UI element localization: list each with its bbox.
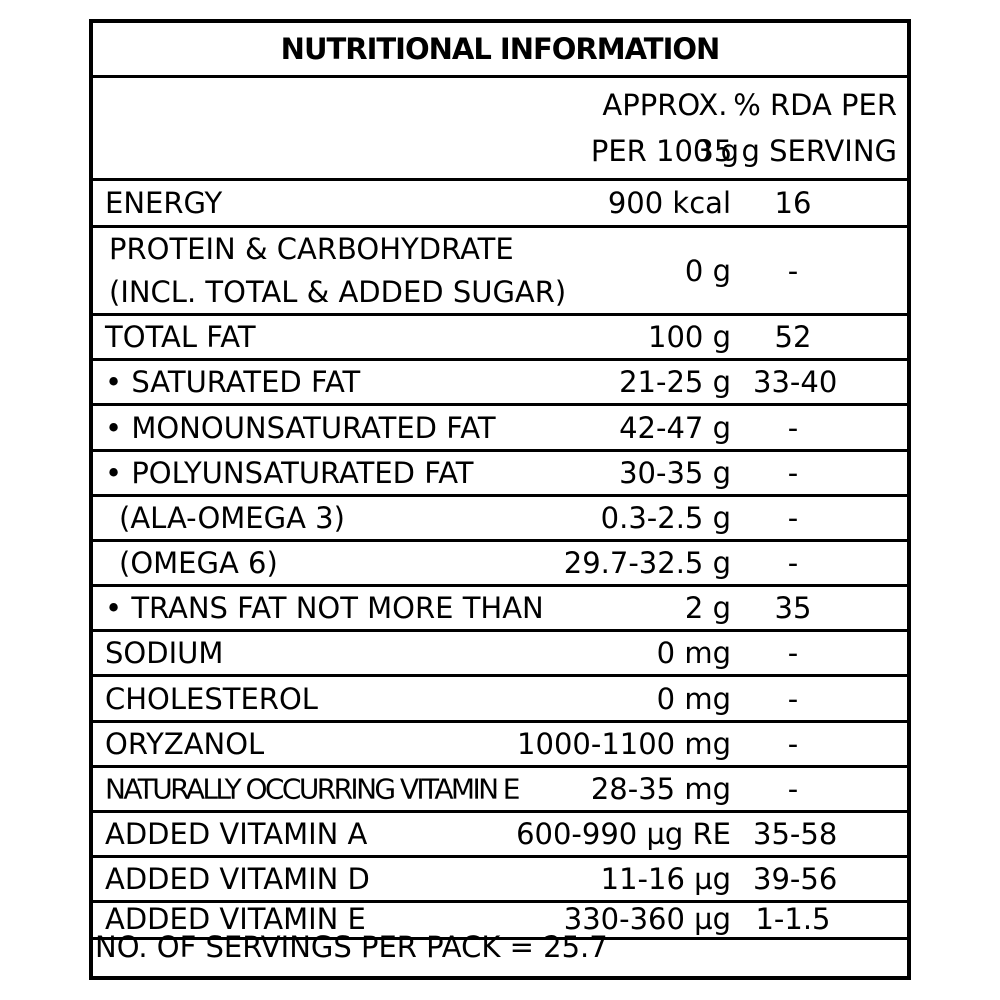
row-value: 1000-1100 mg [517, 727, 731, 761]
row-label: • SATURATED FAT [105, 365, 361, 399]
nutrition-table [89, 19, 911, 980]
row-value: 330-360 µg [563, 901, 731, 936]
row-rda: 35-58 [753, 817, 838, 851]
table-row-protein-carbohydrate [93, 228, 907, 316]
column-header-row [93, 78, 907, 181]
table-row-energy [93, 181, 907, 228]
table-row-added-vitamin-d [93, 858, 907, 903]
row-label: TOTAL FAT [105, 320, 256, 354]
table-row-cholesterol [93, 677, 907, 723]
row-value: 28-35 mg [590, 772, 731, 806]
column-header-per-100g: APPROX. PER 100 g [590, 88, 739, 168]
row-rda: 39-56 [753, 862, 838, 896]
row-label: ADDED VITAMIN A [105, 817, 368, 851]
row-label: CHOLESTEROL [105, 681, 318, 716]
row-label: • POLYUNSATURATED FAT [105, 456, 474, 490]
row-value: 29.7-32.5 g [563, 546, 731, 580]
table-row-omega-6 [93, 542, 907, 587]
row-value: 0 g [684, 253, 731, 288]
row-value: 0.3-2.5 g [600, 501, 731, 535]
row-label: (ALA-OMEGA 3) [119, 501, 345, 535]
table-row-trans-fat [93, 587, 907, 632]
row-rda: - [787, 501, 799, 535]
row-rda: 52 [774, 320, 812, 354]
row-value: 42-47 g [619, 410, 731, 445]
row-value: 21-25 g [619, 365, 731, 399]
row-value: 0 mg [656, 636, 731, 670]
row-rda: - [787, 456, 799, 490]
row-label: (OMEGA 6) [119, 546, 278, 580]
row-rda: 35 [774, 591, 812, 625]
table-row-added-vitamin-a [93, 813, 907, 858]
row-rda: 16 [774, 186, 812, 220]
row-label: ADDED VITAMIN E [105, 901, 366, 936]
row-rda: - [787, 410, 799, 445]
row-rda: 33-40 [753, 365, 838, 399]
row-value: 30-35 g [619, 456, 731, 490]
row-rda: - [787, 681, 799, 716]
row-label: ENERGY [105, 186, 223, 220]
row-label: PROTEIN & CARBOHYDRATE (INCL. TOTAL & ADDED SUGAR) [109, 231, 567, 309]
row-value: 0 mg [656, 681, 731, 716]
row-label: • MONOUNSATURATED FAT [105, 410, 496, 445]
servings-per-pack: NO. OF SERVINGS PER PACK = 25.7 [95, 930, 608, 964]
row-label: • TRANS FAT NOT MORE THAN [105, 591, 544, 625]
row-value: 900 kcal [607, 186, 731, 220]
table-row-saturated-fat [93, 361, 907, 406]
row-value: 11-16 µg [600, 862, 731, 896]
row-rda: - [787, 253, 799, 288]
table-row-natural-vitamin-e [93, 768, 907, 813]
row-rda: 1-1.5 [755, 901, 831, 936]
row-value: 100 g [648, 320, 731, 354]
column-header-rda: % RDA PER 35 g SERVING [695, 88, 897, 168]
table-row-sodium [93, 632, 907, 677]
row-rda: - [787, 546, 799, 580]
row-label: ORYZANOL [105, 727, 265, 761]
table-row-total-fat [93, 316, 907, 361]
row-label: NATURALLY OCCURRING VITAMIN E [105, 772, 518, 806]
row-rda: - [787, 636, 799, 670]
table-row-polyunsaturated-fat [93, 452, 907, 497]
table-row-monounsaturated-fat [93, 406, 907, 452]
row-label: ADDED VITAMIN D [105, 862, 370, 896]
table-row-ala-omega-3 [93, 497, 907, 542]
table-title: NUTRITIONAL INFORMATION [93, 23, 907, 78]
row-rda: - [787, 772, 799, 806]
row-label: SODIUM [105, 636, 224, 670]
row-value: 600-990 µg RE [516, 817, 731, 851]
row-rda: - [787, 727, 799, 761]
row-value: 2 g [684, 591, 731, 625]
table-row-oryzanol [93, 723, 907, 768]
